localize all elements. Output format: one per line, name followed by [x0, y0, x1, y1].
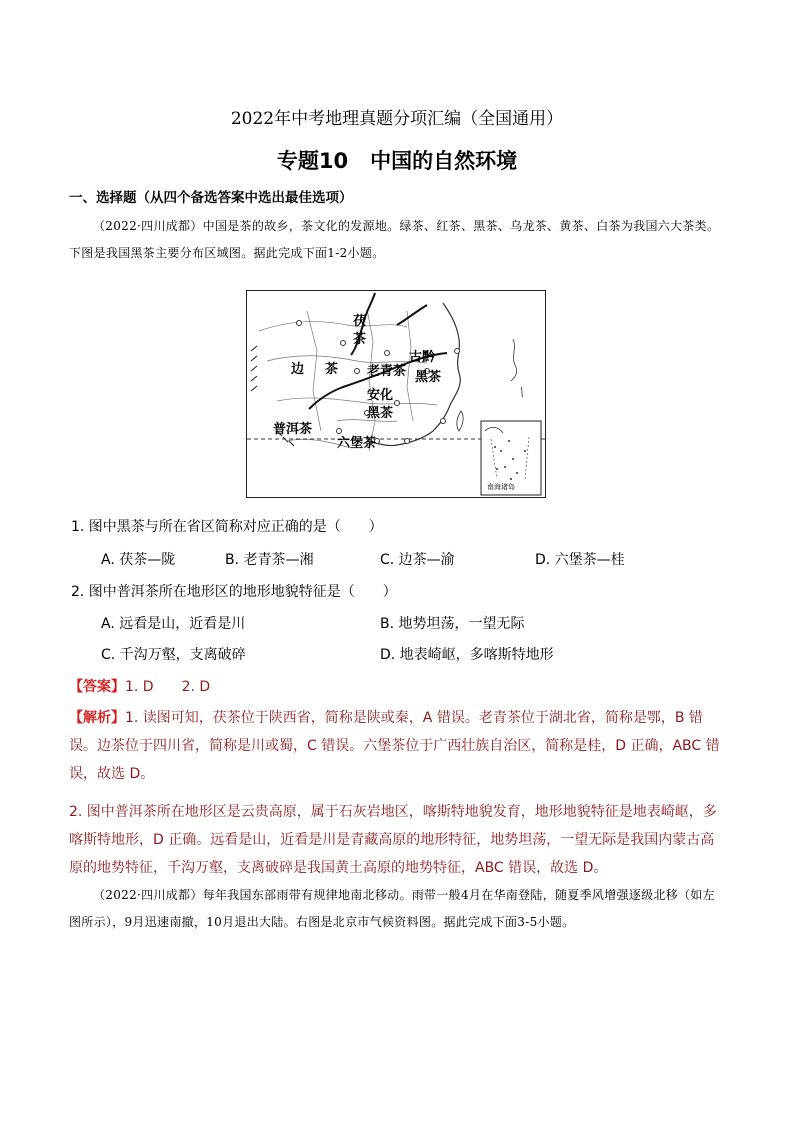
label-puer: 普洱茶	[273, 422, 313, 437]
answer-line	[69, 676, 210, 696]
passage-1: （2022·四川成都）中国是茶的故乡，茶文化的发源地。绿茶、红茶、黑茶、乌龙茶、黄茶、白茶为我国六大茶类。下图是我国黑茶主要分布区域图。据此完成下面1-2小题。	[69, 219, 720, 260]
question-1-option-b[interactable]: B. 老青茶—湘	[225, 552, 314, 568]
map-graphic	[247, 291, 545, 497]
section-heading: 一、选择题（从四个备选答案中选出最佳选项）	[69, 190, 353, 206]
label-anhua-hei: 黑茶	[367, 406, 394, 421]
explanation-text-2: 2. 图中普洱茶所在地形区是云贵高原，属于石灰岩地区，喀斯特地貌发育，地形地貌特征是地表崎岖，多喀斯特地形，D 正确。远看是山，近看是川是青藏高原的地形特征，地势坦荡，一望无际是我国内蒙古高原的地势特征，千沟万壑，支离破碎是我国黄土高原的地势特征，ABC 错误，故选 D。	[69, 804, 717, 876]
topic-label: 专题10	[276, 149, 349, 173]
label-liubao: 六堡茶	[337, 436, 377, 451]
explanation-text-1: 1. 读图可知，茯茶位于陕西省，简称是陕或秦，A 错误。老青茶位于湖北省，简称是鄂，B 错误。边茶位于四川省，简称是川或蜀，C 错误。六堡茶位于广西壮族自治区，简称是桂，D 正确，ABC 错误，故选 D。	[69, 710, 720, 782]
label-bian: 边	[291, 362, 305, 377]
explanation-part-1	[69, 704, 725, 788]
question-2-option-a[interactable]: A. 远看是山，近看是川	[101, 616, 246, 632]
question-2-option-b[interactable]: B. 地势坦荡，一望无际	[380, 616, 525, 632]
explanation-tag: 【解析】	[69, 710, 125, 726]
topic-title	[0, 145, 794, 175]
label-bian-cha: 茶	[325, 362, 339, 377]
label-laoqing: 老青茶	[367, 364, 407, 379]
tea-distribution-map	[246, 290, 546, 498]
question-1-stem: 1. 图中黑茶与所在省区简称对应正确的是（ ）	[71, 519, 383, 535]
question-2-option-d[interactable]: D. 地表崎岖，多喀斯特地形	[380, 647, 554, 663]
label-fu-1: 茯	[353, 314, 367, 329]
question-2-stem: 2. 图中普洱茶所在地形区的地形地貌特征是（ ）	[71, 584, 397, 600]
islands	[457, 339, 523, 431]
topic-name: 中国的自然环境	[370, 149, 518, 173]
question-1-option-c[interactable]: C. 边茶—渝	[380, 552, 455, 568]
label-anhua: 安化	[367, 388, 394, 403]
passage-2: （2022·四川成都）每年我国东部雨带有规律地南北移动。雨带一般4月在华南登陆，随夏季风增强逐级北移（如左图所示），9月迅速南撤，10月退出大陆。右图是北京市气候资料图。据此完成下面3-5小题。	[69, 888, 715, 929]
question-1-option-a[interactable]: A. 茯茶—陇	[101, 552, 176, 568]
answer-tag: 【答案】	[69, 679, 125, 695]
label-gugan-hei: 黑茶	[415, 370, 442, 385]
question-2-option-c[interactable]: C. 千沟万壑，支离破碎	[101, 647, 246, 663]
question-1-option-d[interactable]: D. 六堡茶—桂	[535, 552, 625, 568]
answer-text: 1. D 2. D	[125, 679, 211, 695]
label-gugan: 古黔	[409, 350, 436, 365]
label-fu-2: 茶	[353, 332, 367, 347]
document-title: 2022年中考地理真题分项汇编（全国通用）	[230, 109, 564, 129]
explanation-part-2	[69, 798, 725, 882]
label-nanhai: 南海诸岛	[487, 483, 515, 491]
